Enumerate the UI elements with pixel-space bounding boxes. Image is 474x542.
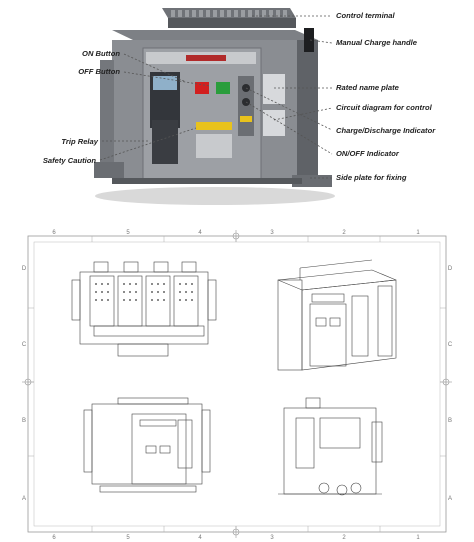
trip-relay-label: Trip Relay: [61, 137, 98, 146]
right-letter-b: B: [447, 418, 453, 424]
on-button-label: ON Button: [82, 49, 120, 58]
bottom-number-3: 3: [270, 535, 274, 541]
bottom-number-5: 5: [126, 535, 130, 541]
manual-charge-handle-label: Manual Charge handle: [336, 38, 418, 47]
side-view: [278, 398, 382, 495]
safety-caution-label: Safety Caution: [42, 156, 96, 165]
right-letter-c: C: [447, 342, 453, 348]
control-terminal: [162, 8, 296, 28]
circuit-diagram: [263, 110, 285, 136]
onoff-indicator-label: ON/OFF Indicator: [336, 149, 399, 158]
top-number-2: 2: [342, 230, 346, 236]
on-button[interactable]: [195, 82, 209, 94]
technical-drawing: [0, 222, 474, 542]
bottom-number-2: 2: [342, 535, 346, 541]
isometric-view: [278, 260, 396, 370]
left-letter-d: D: [21, 266, 27, 272]
rated-name-plate-label: Rated name plate: [336, 83, 399, 92]
bottom-number-4: 4: [198, 535, 202, 541]
left-letter-c: C: [21, 342, 27, 348]
front-view: [84, 398, 210, 492]
safety-caution: [196, 122, 232, 130]
left-letter-b: B: [21, 418, 27, 424]
rated-name-plate: [263, 74, 285, 104]
control-terminal-label: Control terminal: [336, 11, 395, 20]
right-letter-d: D: [447, 266, 453, 272]
off-button[interactable]: [216, 82, 230, 94]
side-plate-label: Side plate for fixing: [336, 173, 407, 182]
top-number-6: 6: [52, 230, 56, 236]
bottom-number-6: 6: [52, 535, 56, 541]
charge-indicator-label: Charge/Discharge Indicator: [336, 126, 436, 135]
bottom-number-1: 1: [416, 535, 420, 541]
top-number-3: 3: [270, 230, 274, 236]
trip-relay: [152, 120, 178, 164]
circuit-diagram-label: Circuit diagram for control: [336, 103, 432, 112]
off-button-label: OFF Button: [78, 67, 120, 76]
right-letter-a: A: [447, 496, 453, 502]
top-number-1: 1: [416, 230, 420, 236]
top-number-5: 5: [126, 230, 130, 236]
rear-view: [72, 262, 216, 356]
top-number-4: 4: [198, 230, 202, 236]
left-letter-a: A: [21, 496, 27, 502]
